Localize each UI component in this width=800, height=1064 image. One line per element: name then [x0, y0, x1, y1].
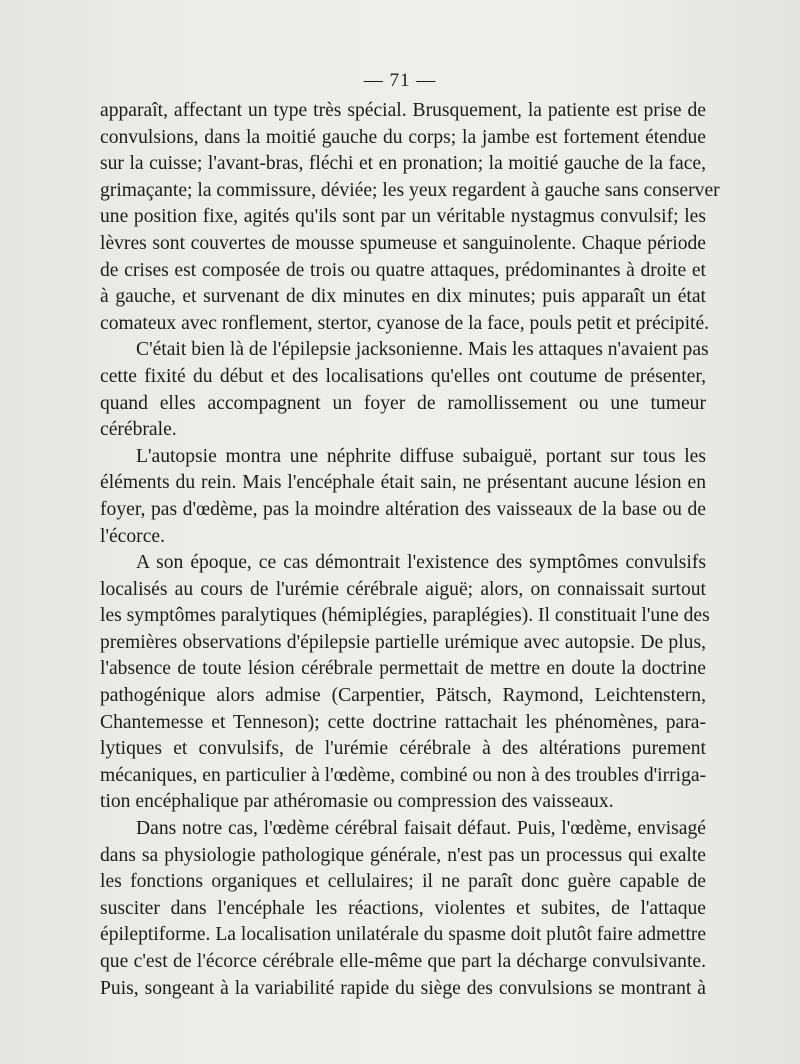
text-line: C'était bien là de l'épilepsie jacksonienne. Mais les attaques n'avaient pas [136, 339, 709, 361]
text-line: que c'est de l'écorce cérébrale elle-même que part la décharge convulsivante. [100, 951, 706, 972]
text-line: épileptiforme. La localisation unilatérale du spasme doit plutôt faire admettre [100, 924, 707, 946]
text-line: l'absence de toute lésion cérébrale permettait de mettre en doute la doctrine [100, 658, 706, 680]
text-line: sur la cuisse; l'avant-bras, fléchi et en pronation; la moitié gauche de la face, [100, 153, 706, 175]
text-line: quand elles accompagnent un foyer de ramollissement ou une tumeur [100, 392, 706, 414]
paragraph-1 [100, 98, 720, 337]
text-line: apparaît, affectant un type très spécial. Brusquement, la patiente est prise de [100, 100, 706, 121]
page-number: — 71 — [363, 70, 437, 91]
text-line: les fonctions organiques et cellulaires; il ne paraît donc guère capable de [100, 871, 706, 893]
text-line: à gauche, et survenant de dix minutes en dix minutes; puis apparaît un état [100, 286, 706, 308]
text-line: l'écorce. [100, 525, 165, 547]
paragraph-2 [100, 337, 709, 443]
text-line: mécaniques, en particulier à l'œdème, combiné ou non à des troubles d'irriga- [100, 764, 707, 786]
text-line: lèvres sont couvertes de mousse spumeuse et sanguinolente. Chaque période [100, 232, 706, 254]
text-line: premières observations d'épilepsie partielle urémique avec autopsie. De plus, [100, 631, 706, 653]
text-line: les symptômes paralytiques (hémiplégies, paraplégies). Il constituait l'une des [100, 605, 710, 627]
paragraph-3 [100, 444, 706, 550]
text-line: Chantemesse et Tenneson); cette doctrine rattachait les phénomènes, para- [100, 711, 706, 733]
text-line: convulsions, dans la moitié gauche du corps; la jambe est fortement étendue [100, 126, 706, 148]
text-line: foyer, pas d'œdème, pas la moindre altération des vaisseaux de la base ou de [100, 498, 706, 520]
text-line: lytiques et convulsifs, de l'urémie cérébrale à des altérations purement [100, 738, 706, 760]
text-line: éléments du rein. Mais l'encéphale était sain, ne présentant aucune lésion en [100, 472, 706, 494]
text-line: cérébrale. [100, 419, 177, 441]
text-line: Puis, songeant à la variabilité rapide du siège des convulsions se montrant à [100, 977, 706, 999]
text-line: dans sa physiologie pathologique générale, n'est pas un processus qui exalte [100, 844, 706, 866]
text-line: susciter dans l'encéphale les réactions, violentes et subites, de l'attaque [100, 897, 706, 919]
text-line: localisés au cours de l'urémie cérébrale aiguë; alors, on connaissait surtout [100, 578, 706, 600]
text-line: de crises est composée de trois ou quatre attaques, prédominantes à droite et [100, 259, 706, 281]
text-line: L'autopsie montra une néphrite diffuse subaiguë, portant sur tous les [136, 445, 706, 467]
paragraph-4 [100, 550, 710, 816]
paragraph-5 [100, 816, 706, 1002]
text-line: pathogénique alors admise (Carpentier, Pätsch, Raymond, Leichtenstern, [100, 685, 706, 707]
text-line: une position fixe, agités qu'ils sont par un véritable nystagmus convulsif; les [100, 206, 706, 228]
text-line: A son époque, ce cas démontrait l'existence des symptômes convulsifs [136, 552, 706, 574]
body-text [100, 98, 720, 1002]
text-line: comateux avec ronflement, stertor, cyanose de la face, pouls petit et précipité. [100, 312, 710, 334]
text-line: Dans notre cas, l'œdème cérébral faisait défaut. Puis, l'œdème, envisagé [136, 818, 706, 840]
text-line: grimaçante; la commissure, déviée; les yeux regardent à gauche sans conserver [100, 179, 720, 201]
text-line: cette fixité du début et des localisations qu'elles ont coutume de présenter, [100, 365, 706, 387]
text-line: tion encéphalique par athéromasie ou compression des vaisseaux. [100, 791, 614, 813]
